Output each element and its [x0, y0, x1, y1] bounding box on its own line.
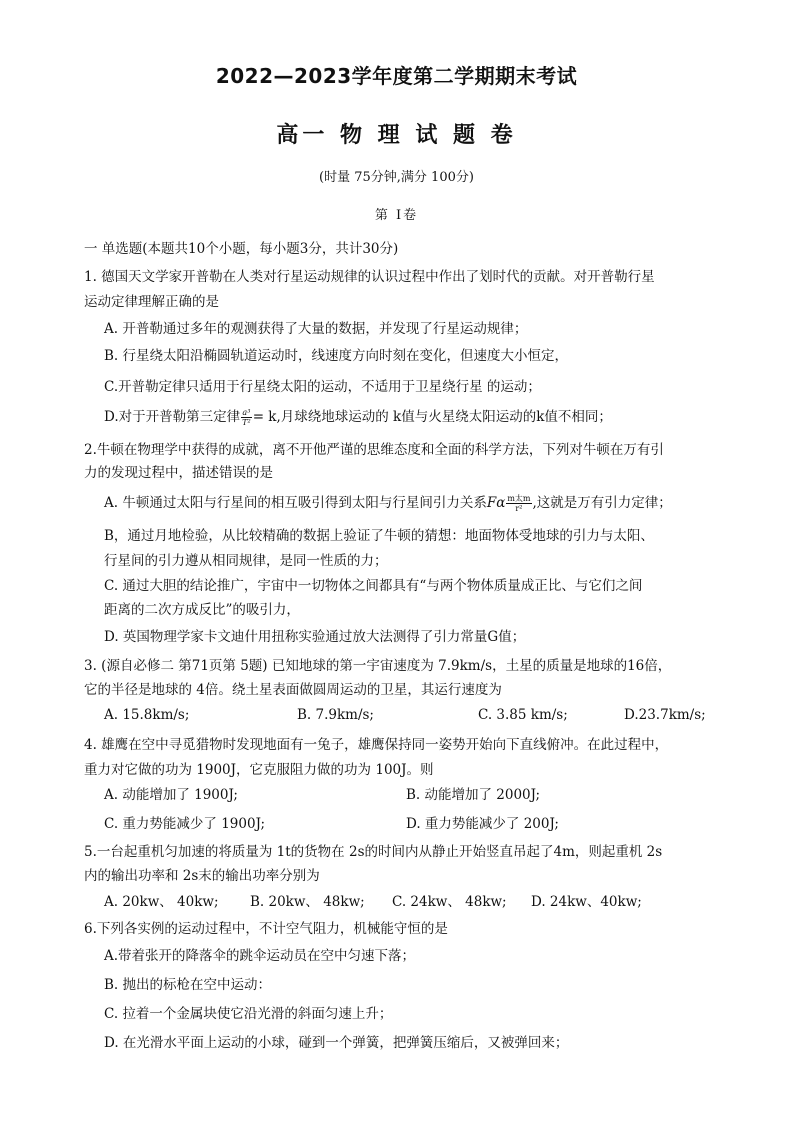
paper-title: 高一 物 理 试 题 卷 [276, 123, 517, 148]
gravity-fraction-numerator: m太m [507, 494, 531, 503]
kepler-fraction-numerator: a³ [242, 408, 251, 417]
q2-option-d: D. 英国物理学家卡文迪什用扭称实验通过放大法测得了引力常量G值； [104, 629, 526, 645]
kepler-fraction-denominator: T² [242, 418, 251, 427]
q4-stem-1: 4. 雄鹰在空中寻觅猎物时发现地面有一兔子，雄鹰保持同一姿势开始向下直线俯冲。在此过程中， [84, 737, 669, 753]
q1-stem-2: 运动定律理解正确的是 [84, 294, 219, 310]
q5-option-b: B. 20kw、 48kw; [250, 894, 365, 910]
q3-option-b: B. 7.9km/s; [297, 707, 374, 723]
q2-stem-2: 力的发现过程中，描述错误的是 [84, 465, 273, 481]
q5-stem-1: 5.一台起重机匀加速的将质量为 1t的货物在 2s的时间内从静止开始竖直吊起了4m，则起重机 2s [84, 844, 663, 860]
q6-option-a: A.带着张开的降落伞的跳伞运动员在空中匀速下落； [104, 948, 416, 964]
q4-option-a: A. 动能增加了 1900J; [104, 787, 238, 803]
q1-option-c: C.开普勒定律只适用于行星绕太阳的运动，不适用于卫星绕行星 的运动； [104, 379, 541, 395]
q4-option-c: C. 重力势能减少了 1900J; [104, 816, 265, 832]
q2-option-b-line-2: 行星间的引力遵从相同规律，是同一性质的力； [104, 553, 388, 569]
exam-title: 2022—2023学年度第二学期期末考试 [215, 64, 578, 88]
q4-stem-2: 重力对它做的功为 1900J，它克服阻力做的功为 100J。则 [84, 762, 434, 778]
q1-option-a: A. 开普勒通过多年的观测获得了大量的数据，并发现了行星运动规律； [104, 321, 528, 337]
q5-option-d: D. 24kw、40kw; [531, 894, 642, 910]
q6-option-b: B. 抛出的标枪在空中运动： [104, 977, 272, 993]
kepler-fraction [241, 408, 252, 427]
q2-option-b-line-1: B，通过月地检验，从比较精确的数据上验证了牛顿的猜想：地面物体受地球的引力与太阳、 [104, 528, 654, 544]
q1-option-d-suffix: = k,月球绕地球运动的 k值与火星绕太阳运动的k值不相同； [252, 409, 612, 425]
q3-option-a: A. 15.8km/s; [104, 707, 190, 723]
q1-stem-1: 1. 德国天文学家开普勒在人类对行星运动规律的认识过程中作出了划时代的贡献。对开普勒行星 [84, 269, 655, 285]
q6-stem: 6.下列各实例的运动过程中，不计空气阻力，机械能守恒的是 [84, 921, 448, 937]
q2-option-a-suffix: ,这就是万有引力定律； [532, 495, 672, 511]
q4-option-b: B. 动能增加了 2000J; [406, 787, 541, 803]
time-info: (时量 75分钟,满分 100分) [319, 170, 474, 185]
gravity-fraction [506, 494, 531, 513]
q1-option-d [104, 408, 612, 427]
volume-label: 第 I卷 [374, 208, 419, 223]
gravity-relation-formula: Fα [486, 495, 506, 511]
q6-option-c: C. 拉着一个金属块使它沿光滑的斜面匀速上升； [104, 1006, 393, 1022]
q2-option-c-line-1: C. 通过大胆的结论推广，宇宙中一切物体之间都具有“与两个物体质量成正比、与它们之间 [104, 578, 643, 594]
q2-option-a [104, 494, 672, 513]
q3-option-c: C. 3.85 km/s; [478, 707, 568, 723]
q4-option-d: D. 重力势能减少了 200J; [406, 816, 559, 832]
gravity-fraction-denominator: r² [515, 504, 523, 513]
section-heading: 一 单选题(本题共10个小题，每小题3分，共计30分) [84, 241, 399, 257]
q2-stem-1: 2.牛顿在物理学中获得的成就，离不开他严谨的思维态度和全面的科学方法，下列对牛顿在万有引 [84, 442, 664, 458]
q3-stem-2: 它的半径是地球的 4倍。绕土星表面做圆周运动的卫星，其运行速度为 [84, 682, 502, 698]
q5-stem-2: 内的输出功率和 2s末的输出功率分别为 [84, 868, 320, 884]
q2-option-a-prefix: A. 牛顿通过太阳与行星间的相互吸引得到太阳与行星间引力关系 [104, 495, 487, 511]
q1-option-b: B. 行星绕太阳沿椭圆轨道运动时，线速度方向时刻在变化，但速度大小恒定， [104, 348, 569, 364]
q6-option-d: D. 在光滑水平面上运动的小球，碰到一个弹簧，把弹簧压缩后，又被弹回来； [104, 1035, 569, 1051]
q3-option-d: D.23.7km/s; [624, 707, 706, 723]
q3-stem-1: 3. (源自必修二 第71页第 5题) 已知地球的第一宇宙速度为 7.9km/s，土星的质量是地球的16倍， [84, 658, 672, 674]
q1-option-d-prefix: D.对于开普勒第三定律 [104, 409, 241, 425]
q2-option-c-line-2: 距离的二次方成反比”的吸引力， [104, 602, 300, 618]
q5-option-c: C. 24kw、 48kw; [392, 894, 507, 910]
q5-option-a: A. 20kw、 40kw; [104, 894, 219, 910]
